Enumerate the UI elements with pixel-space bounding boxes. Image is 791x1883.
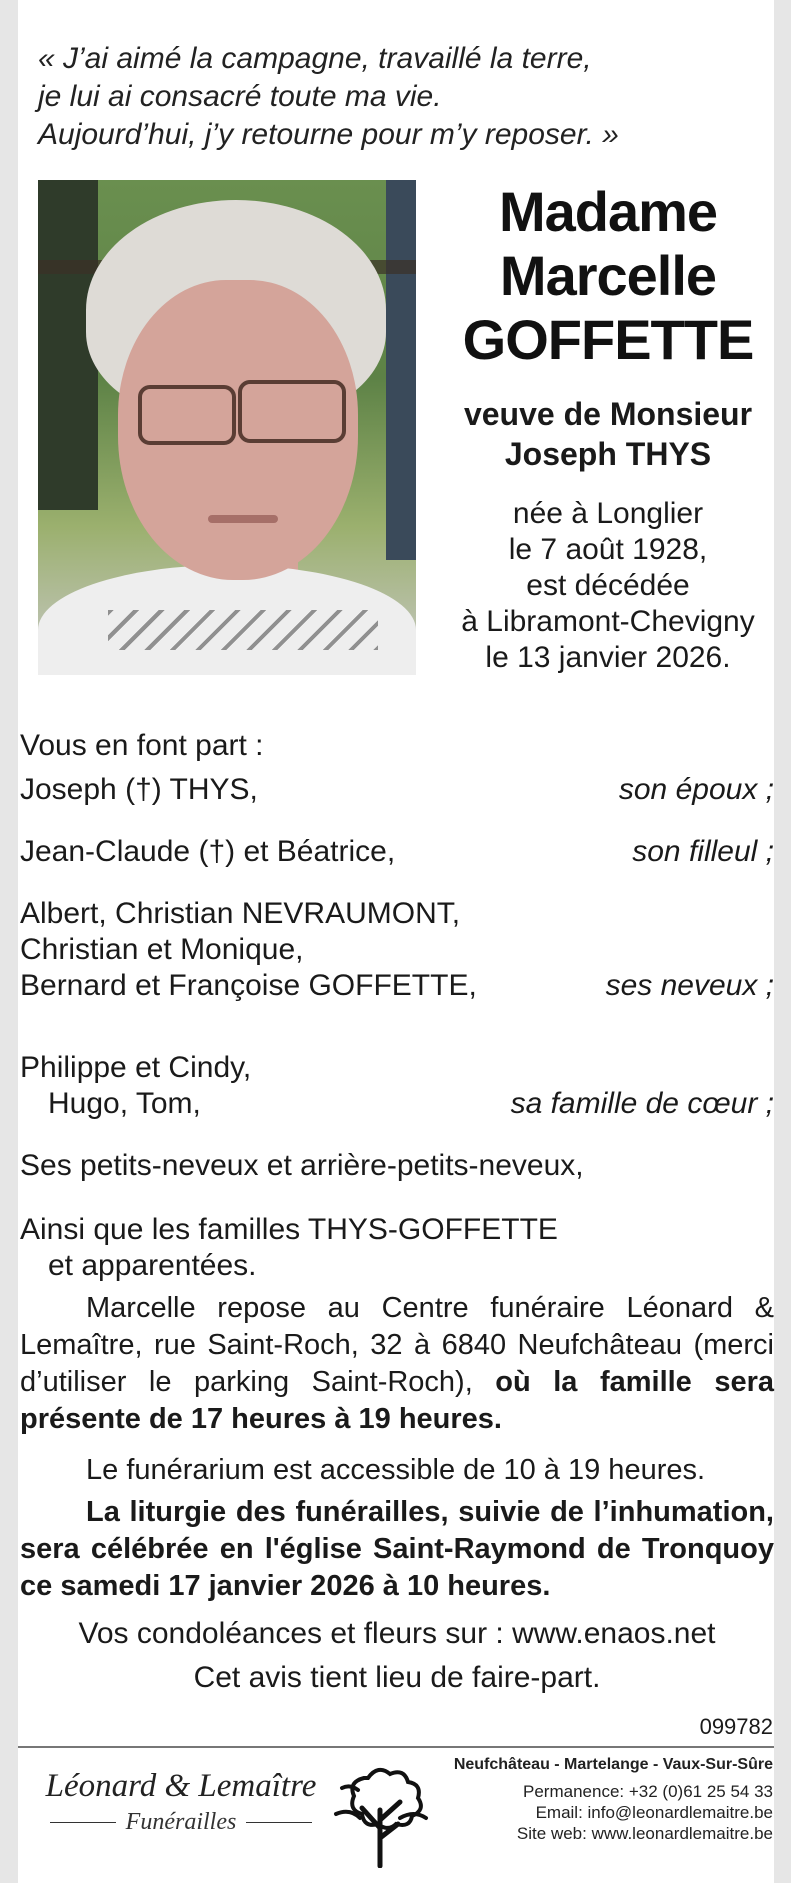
locations: Neufchâteau - Martelange - Vaux-Sur-Sûre: [453, 1756, 773, 1773]
notice-line: Cet avis tient lieu de faire-part.: [193, 1661, 601, 1694]
bio-line: le 13 janvier 2026.: [485, 641, 731, 674]
funerarium-text: Le funérarium est accessible de 10 à 19 heures.: [86, 1454, 706, 1486]
portrait-photo: [38, 180, 416, 675]
family-entry: [20, 772, 774, 808]
family-relation: ses neveux ;: [605, 969, 774, 1002]
bio-line: née à Longlier: [512, 497, 704, 530]
family-name: Ainsi que les familles THYS-GOFFETTE: [20, 1213, 558, 1246]
widow-of: [438, 394, 778, 474]
family-entry: [20, 896, 774, 1004]
quote-line: je lui ai consacré toute ma vie.: [38, 80, 442, 113]
family-entry: [20, 1148, 774, 1184]
family-name: Philippe et Cindy,: [20, 1051, 252, 1084]
deceased-last-name: GOFFETTE: [462, 308, 754, 371]
family-entry: [20, 1050, 774, 1122]
family-entry: [20, 834, 774, 870]
widow-line: veuve de Monsieur: [463, 396, 753, 432]
rule-right: [246, 1822, 312, 1823]
footer-divider: [18, 1746, 774, 1748]
quote-line: « J’ai aimé la campagne, travaillé la terre,: [38, 42, 592, 75]
family-relation: sa famille de cœur ;: [510, 1087, 774, 1120]
announcement-intro: Vous en font part :: [20, 729, 264, 762]
family-name: Hugo, Tom,: [48, 1087, 201, 1120]
deceased-title: Madame: [498, 180, 718, 243]
brand-name: Léonard & Lemaître: [45, 1768, 317, 1804]
quote-line: Aujourd’hui, j’y retourne pour m’y reposer. »: [38, 118, 619, 151]
funerarium-paragraph: [20, 1452, 774, 1489]
family-name: et apparentées.: [48, 1249, 257, 1282]
phone: Permanence: +32 (0)61 25 54 33: [523, 1782, 773, 1801]
liturgy-paragraph: [20, 1494, 774, 1605]
bio-line: est décédée: [526, 569, 690, 602]
family-name: Christian et Monique,: [20, 933, 304, 966]
family-name: Jean-Claude (†) et Béatrice,: [20, 835, 396, 868]
widow-line: Joseph THYS: [504, 436, 712, 472]
reference-number: 099782: [699, 1714, 773, 1739]
tree-logo-icon: [328, 1758, 432, 1868]
deceased-name-block: [438, 180, 778, 676]
epigraph-quote: [38, 40, 758, 154]
rule-left: [50, 1822, 116, 1823]
birth-death-info: [438, 496, 778, 676]
family-entry: [20, 1212, 774, 1284]
family-name: Ses petits-neveux et arrière-petits-neveux,: [20, 1149, 584, 1182]
bio-line: le 7 août 1928,: [508, 533, 708, 566]
family-relation: son époux ;: [618, 773, 774, 806]
liturgy-text: La liturgie des funérailles, suivie de l’inhumation, sera célébrée en l'église Saint-Raymond de Tronquoy ce samedi 17 janvier 2026 à 10 heures.: [20, 1496, 774, 1602]
funeral-home-contact: [443, 1754, 773, 1844]
website: Site web: www.leonardlemaitre.be: [516, 1824, 773, 1843]
bio-line: à Libramont-Chevigny: [461, 605, 755, 638]
repose-text: Marcelle repose au Centre funéraire Léonard & Lemaître, rue Saint-Roch, 32 à 6840 Neufchâteau (merci d’utiliser le parking Saint-Roch),: [20, 1292, 774, 1398]
family-name: Albert, Christian NEVRAUMONT,: [20, 897, 461, 930]
condolences-line: Vos condoléances et fleurs sur : www.enaos.net: [78, 1617, 716, 1650]
repose-paragraph: [20, 1290, 774, 1438]
family-relation: son filleul ;: [632, 835, 774, 868]
family-name: Bernard et Françoise GOFFETTE,: [20, 969, 477, 1002]
email: Email: info@leonardlemaitre.be: [535, 1803, 773, 1822]
family-name: Joseph (†) THYS,: [20, 773, 258, 806]
funeral-home-logo: [36, 1768, 326, 1836]
repose-bold-text: où la famille sera présente de 17 heures à 19 heures.: [20, 1366, 774, 1435]
deceased-first-name: Marcelle: [499, 244, 717, 307]
brand-subtitle: Funérailles: [125, 1809, 237, 1835]
